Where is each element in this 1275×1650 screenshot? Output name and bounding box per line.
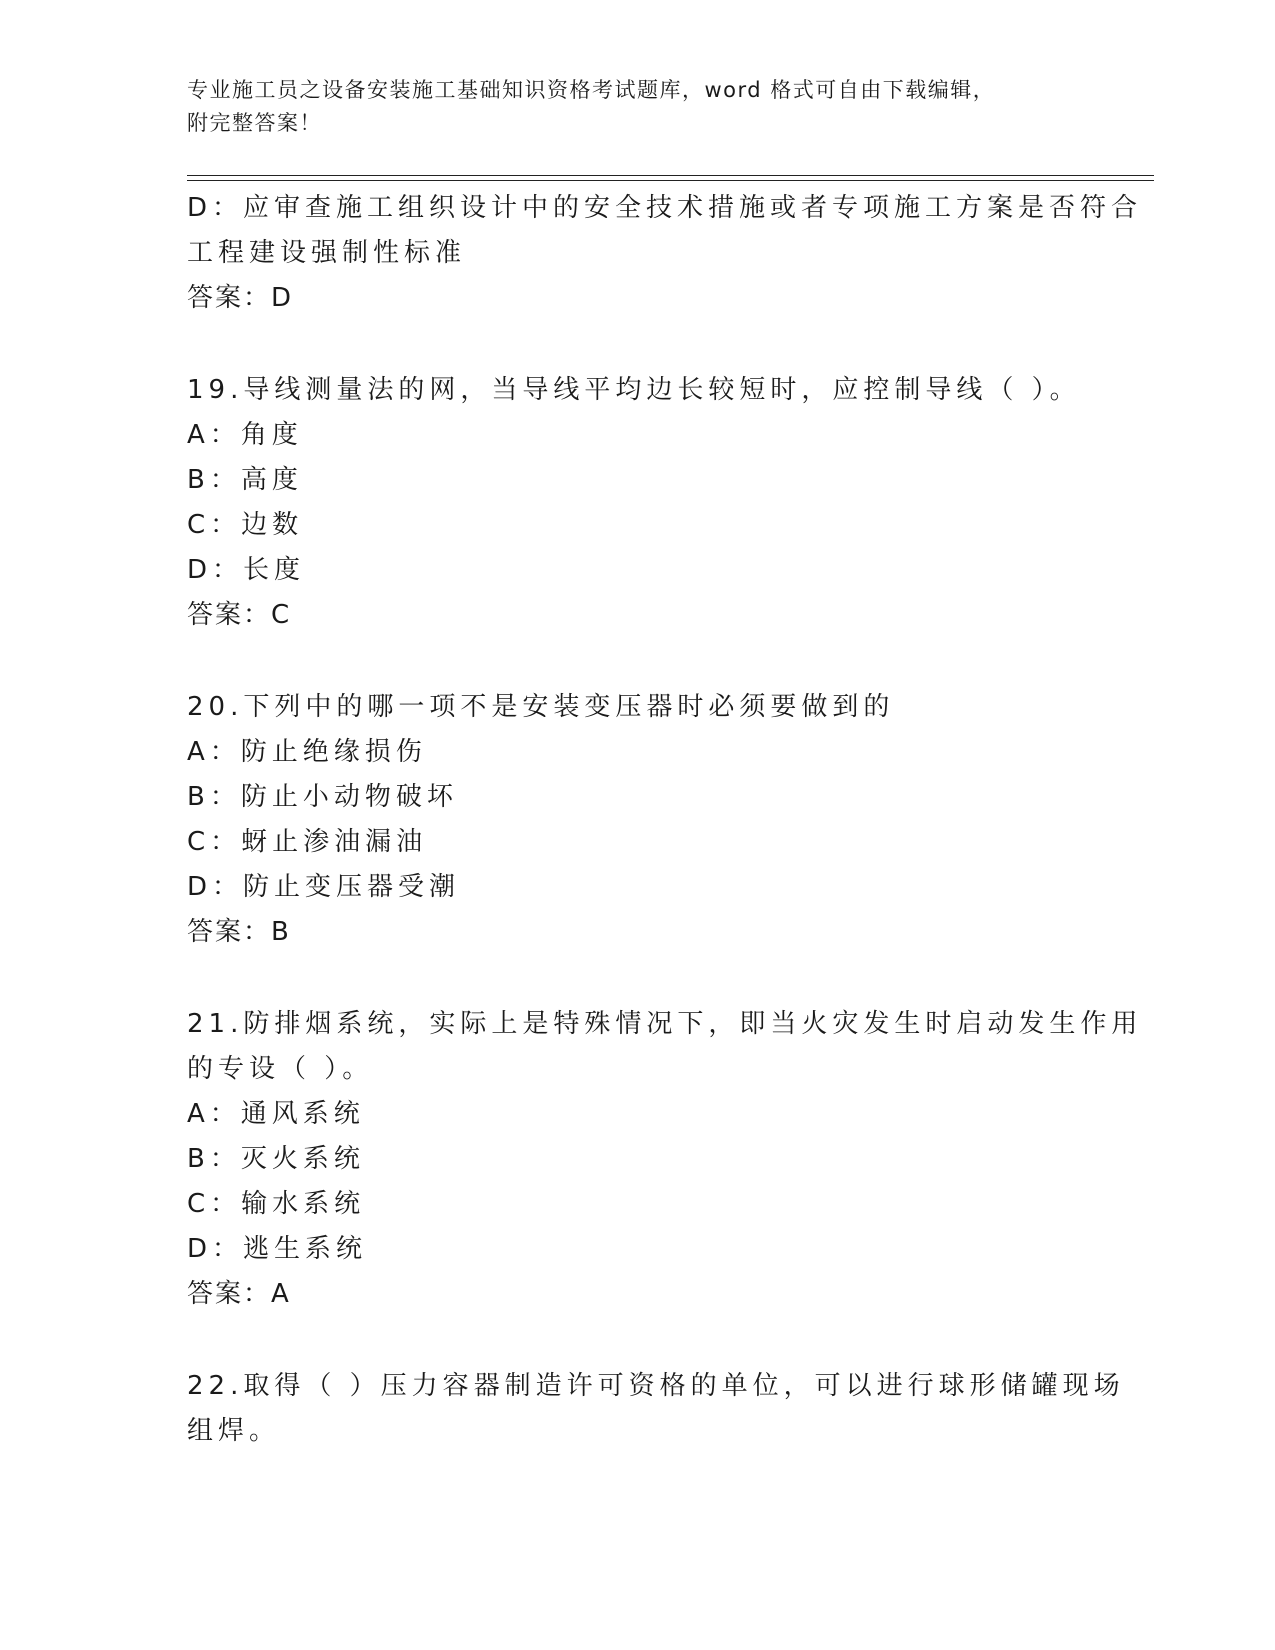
header-line-1: 专业施工员之设备安装施工基础知识资格考试题库，word 格式可自由下载编辑， (187, 78, 996, 102)
option-b: B：防止小动物破坏 (187, 782, 458, 812)
option-c: C：边数 (187, 510, 304, 540)
option-b: B：高度 (187, 465, 303, 495)
header-rule-bottom (187, 180, 1154, 181)
option-d: D：长度 (187, 555, 306, 585)
question-stem: 20.下列中的哪一项不是安装变压器时必须要做到的 (187, 692, 895, 722)
document-header (187, 74, 1067, 140)
option-b: B：灭火系统 (187, 1144, 365, 1174)
option-c: C：输水系统 (187, 1189, 366, 1219)
option-d: D：应审查施工组织设计中的安全技术措施或者专项施工方案是否符合 (187, 193, 1143, 223)
header-line-2: 附完整答案！ (187, 111, 322, 135)
question-stem-continued: 组焊。 (187, 1416, 281, 1446)
option-d: D：防止变压器受潮 (187, 872, 461, 902)
option-d-continued: 工程建设强制性标准 (187, 238, 467, 268)
answer: 答案：A (187, 1279, 291, 1309)
option-a: A：防止绝缘损伤 (187, 737, 427, 767)
carryover-block (187, 186, 1143, 321)
option-d: D：逃生系统 (187, 1234, 368, 1264)
answer: 答案：C (187, 600, 292, 630)
header-rule-top (187, 175, 1154, 176)
question-stem: 21.防排烟系统，实际上是特殊情况下，即当火灾发生时启动发生作用 (187, 1009, 1143, 1039)
question-22 (187, 1364, 1125, 1454)
question-stem: 22.取得（ ）压力容器制造许可资格的单位，可以进行球形储罐现场 (187, 1371, 1125, 1401)
option-c: C：蚜止渗油漏油 (187, 827, 428, 857)
option-a: A：通风系统 (187, 1099, 365, 1129)
option-a: A：角度 (187, 420, 303, 450)
question-20 (187, 685, 1087, 955)
question-stem-continued: 的专设（ ）。 (187, 1054, 374, 1084)
answer: 答案：D (187, 283, 294, 313)
answer: 答案：B (187, 917, 291, 947)
question-21 (187, 1002, 1143, 1317)
question-stem: 19.导线测量法的网，当导线平均边长较短时，应控制导线（ ）。 (187, 375, 1081, 405)
question-list (187, 186, 1143, 1454)
question-19 (187, 368, 1087, 638)
